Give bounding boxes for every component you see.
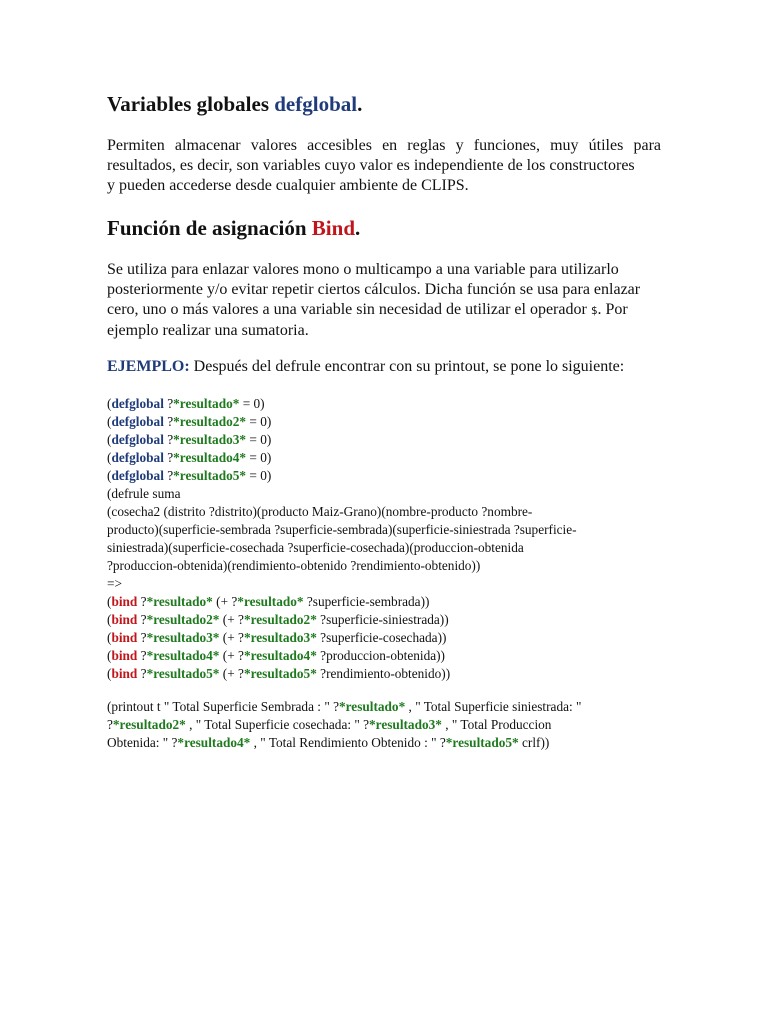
heading-keyword-bind: Bind: [311, 216, 355, 240]
code-text: = 0): [246, 450, 272, 465]
code-variable: *resultado2*: [173, 414, 247, 429]
code-text: = 0): [246, 414, 272, 429]
defglobal-lines: [107, 395, 581, 485]
code-text: (+ ?: [219, 666, 244, 681]
bind-line: [107, 611, 581, 629]
paragraph-line: [107, 300, 661, 321]
heading-period: .: [357, 92, 363, 116]
code-text: , " Total Rendimiento Obtenido : " ?: [250, 735, 446, 750]
heading-funcion-bind: [107, 215, 360, 241]
paragraph-line: Permiten almacenar valores accesibles en reglas y funciones, muy útiles para: [107, 137, 661, 154]
defrule-line: producto)(superficie-sembrada ?superficie-sembrada)(superficie-siniestrada ?superficie-: [107, 522, 577, 537]
code-text: = 0): [239, 396, 265, 411]
code-text: ?: [163, 450, 174, 465]
code-text: (printout t " Total Superficie Sembrada : " ?: [107, 699, 339, 714]
code-paren: (: [107, 594, 112, 609]
code-variable: *resultado2*: [243, 612, 317, 627]
paragraph-defglobal-description: [107, 136, 661, 196]
code-paren: (: [107, 414, 112, 429]
code-variable: *resultado4*: [243, 648, 317, 663]
code-text: ?superficie-cosechada)): [316, 630, 447, 645]
paragraph-text: . Por: [597, 301, 628, 318]
code-paren: (: [107, 468, 112, 483]
bind-lines: [107, 593, 581, 683]
defrule-line: (defrule suma: [107, 486, 181, 501]
code-variable: *resultado*: [173, 396, 240, 411]
defrule-line: siniestrada)(superficie-cosechada ?superficie-cosechada)(produccion-obtenida: [107, 540, 524, 555]
printout-line: [107, 698, 581, 716]
code-text: ?: [137, 612, 147, 627]
code-variable: *resultado5*: [146, 666, 220, 681]
code-text: (+ ?: [219, 612, 244, 627]
code-text: ?rendimiento-obtenido)): [316, 666, 451, 681]
paragraph-line: posteriormente y/o evitar repetir ciertos cálculos. Dicha función se usa para enlazar: [107, 281, 641, 298]
code-text: = 0): [246, 432, 272, 447]
code-text: , " Total Produccion: [441, 717, 552, 732]
heading-keyword-defglobal: defglobal: [274, 92, 358, 116]
code-text: Obtenida: " ?: [107, 735, 178, 750]
code-paren: (: [107, 612, 112, 627]
bind-line: [107, 647, 581, 665]
code-text: ?: [137, 648, 147, 663]
code-variable: *resultado5*: [243, 666, 317, 681]
code-text: ?: [137, 666, 147, 681]
code-variable: *resultado*: [338, 699, 406, 714]
defglobal-line: [107, 413, 581, 431]
defglobal-line: [107, 395, 581, 413]
code-variable: *resultado*: [237, 594, 304, 609]
code-variable: *resultado3*: [369, 717, 442, 732]
heading-variables-globales: [107, 91, 362, 117]
printout-line: [107, 716, 581, 734]
defrule-line: =>: [107, 576, 122, 591]
code-text: ?: [137, 594, 147, 609]
code-text: (+ ?: [219, 630, 244, 645]
defrule-line: ?produccion-obtenida)(rendimiento-obtenido ?rendimiento-obtenido)): [107, 558, 481, 573]
code-variable: *resultado4*: [146, 648, 220, 663]
code-keyword-bind: bind: [111, 594, 138, 609]
code-keyword-defglobal: defglobal: [111, 414, 164, 429]
code-text: ?produccion-obtenida)): [316, 648, 445, 663]
heading-period: .: [355, 216, 361, 240]
code-keyword-defglobal: defglobal: [111, 396, 164, 411]
code-text: ?: [137, 630, 147, 645]
code-variable: *resultado3*: [173, 432, 247, 447]
code-keyword-bind: bind: [111, 666, 138, 681]
code-text: (+ ?: [219, 648, 244, 663]
code-paren: (: [107, 666, 112, 681]
defrule-lines: [107, 485, 581, 593]
code-variable: *resultado5*: [445, 735, 519, 750]
defglobal-line: [107, 431, 581, 449]
heading-text: Variables globales: [107, 92, 275, 116]
code-paren: (: [107, 450, 112, 465]
code-text: , " Total Superficie cosechada: " ?: [185, 717, 370, 732]
code-keyword-bind: bind: [111, 612, 138, 627]
printout-line: [107, 734, 581, 752]
code-variable: *resultado2*: [112, 717, 186, 732]
paragraph-line: ejemplo realizar una sumatoria.: [107, 322, 309, 339]
paragraph-text: cero, uno o más valores a una variable sin necesidad de utilizar el operador: [107, 301, 591, 318]
code-variable: *resultado4*: [177, 735, 251, 750]
bind-line: [107, 593, 581, 611]
ejemplo-line: [107, 357, 624, 377]
code-keyword-bind: bind: [111, 630, 138, 645]
bind-line: [107, 665, 581, 683]
code-paren: (: [107, 396, 112, 411]
defglobal-line: [107, 449, 581, 467]
code-text: ?: [163, 396, 174, 411]
code-variable: *resultado5*: [173, 468, 247, 483]
code-text: ?: [163, 414, 174, 429]
code-variable: *resultado3*: [146, 630, 220, 645]
code-keyword-defglobal: defglobal: [111, 432, 164, 447]
code-text: ?: [163, 468, 174, 483]
bind-line: [107, 629, 581, 647]
code-keyword-defglobal: defglobal: [111, 450, 164, 465]
code-text: , " Total Superficie siniestrada: ": [405, 699, 582, 714]
code-paren: (: [107, 432, 112, 447]
code-variable: *resultado*: [146, 594, 213, 609]
code-block: [107, 395, 581, 752]
code-text: (+ ?: [212, 594, 238, 609]
paragraph-line: Se utiliza para enlazar valores mono o multicampo a una variable para utilizarlo: [107, 261, 619, 278]
code-keyword-defglobal: defglobal: [111, 468, 164, 483]
code-text: ?: [107, 717, 113, 732]
heading-text: Función de asignación: [107, 216, 312, 240]
defglobal-line: [107, 467, 581, 485]
paragraph-bind-description: [107, 260, 661, 341]
code-text: crlf)): [518, 735, 550, 750]
code-keyword-bind: bind: [111, 648, 138, 663]
paragraph-line: resultados, es decir, son variables cuyo valor es independiente de los constructores: [107, 157, 635, 174]
code-gap: [107, 683, 581, 698]
code-variable: *resultado3*: [243, 630, 317, 645]
paragraph-line: y pueden accederse desde cualquier ambiente de CLIPS.: [107, 177, 469, 194]
defrule-line: (cosecha2 (distrito ?distrito)(producto Maiz-Grano)(nombre-producto ?nombre-: [107, 504, 533, 519]
code-text: ?superficie-siniestrada)): [316, 612, 449, 627]
ejemplo-label: EJEMPLO:: [107, 358, 190, 375]
code-variable: *resultado2*: [146, 612, 220, 627]
code-paren: (: [107, 630, 112, 645]
ejemplo-text: Después del defrule encontrar con su printout, se pone lo siguiente:: [189, 358, 625, 375]
operator-symbol: $: [590, 304, 598, 317]
code-text: = 0): [246, 468, 272, 483]
code-text: ?: [163, 432, 174, 447]
code-variable: *resultado4*: [173, 450, 247, 465]
code-text: ?superficie-sembrada)): [303, 594, 430, 609]
code-paren: (: [107, 648, 112, 663]
